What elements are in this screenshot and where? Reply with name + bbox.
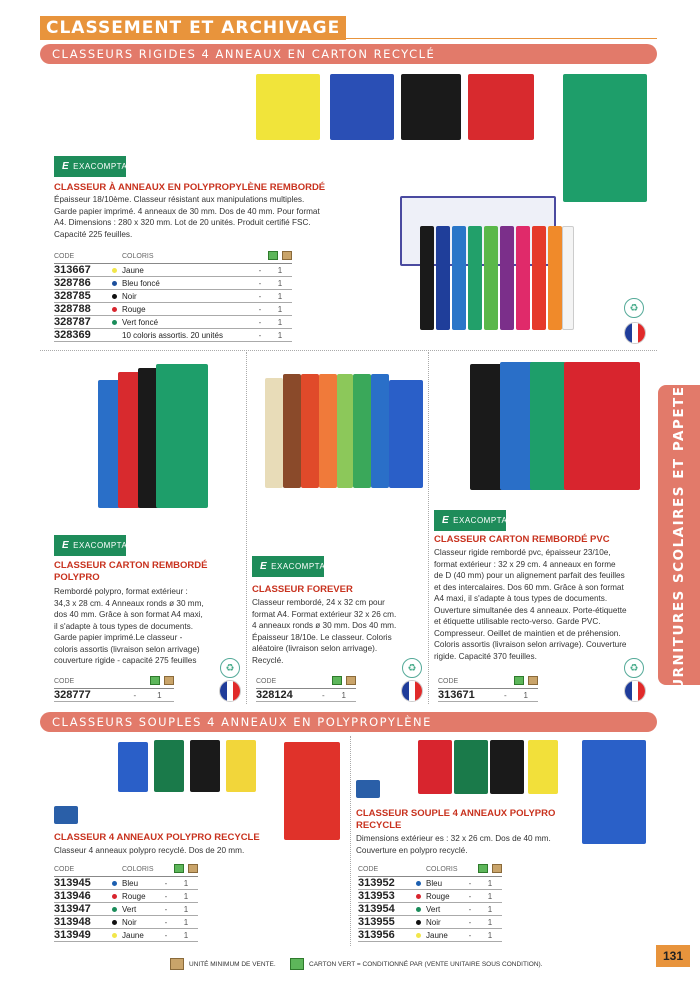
product4-title: CLASSEUR CARTON REMBORDÉ PVC bbox=[434, 534, 610, 545]
legend-unit: UNITÉ MINIMUM DE VENTE. bbox=[170, 958, 276, 970]
divider bbox=[246, 352, 247, 704]
france-flag-icon bbox=[219, 680, 241, 702]
table-row: 328777 - 1 bbox=[54, 689, 174, 702]
recycle-icon: ♻ bbox=[624, 298, 644, 318]
exacompta-logo: E EXACOMPTA bbox=[54, 156, 126, 177]
binder-spine bbox=[468, 226, 482, 330]
product5-code-table: CODE COLORIS 313945 Bleu - 1 313946 Rouge - 1 313947 Vert - 1 313948 Noir - 1 313949 Jaune - 1 bbox=[54, 864, 198, 942]
side-tab-label: FOURNITURES SCOLAIRES ET PAPETERIE bbox=[671, 356, 687, 714]
product4-code-table: CODE 313671 - 1 bbox=[438, 676, 538, 702]
binder-black-image bbox=[470, 364, 504, 490]
binder-green-image bbox=[530, 362, 566, 490]
product4-description: Classeur rigide rembordé pvc, épaisseur 23/10e, format extérieur : 32 x 29 cm. 4 anneaux en forme de D (40 mm) pour un alignement parfait des feuilles et des intercalaires. Dos 60 mm. Grâce à son format A4 maxi, il s'adapte à tous types de documents. Ouverture simultanée des 4 anneaux. Porte-étiquette et étiquette utilisable recto-verso. Garde PVC. Compresseur. Oeillet de maintien et de préhension. Coloris assortis (livraison selon arrivage). Couverture rigide. Capacité 370 feuilles. bbox=[434, 548, 627, 661]
exacompta-logo: E EXACOMPTA bbox=[54, 535, 126, 556]
table-row: 313947 Vert - 1 bbox=[54, 903, 198, 916]
binder-red-image bbox=[564, 362, 640, 490]
product1-description: Épaisseur 18/10ème. Classeur résistant aux manipulations multiples. Garde papier imprimé. 4 anneaux de 30 mm. Dos de 40 mm. Pour format A4. Dimensions : 280 x 320 mm. Lot de 20 unités. Produit certifié FSC. Capacité 225 feuilles. bbox=[54, 195, 320, 239]
binder-blue-image bbox=[330, 74, 394, 140]
product1-title: CLASSEUR À ANNEAUX EN POLYPROPYLÈNE REMBORDÉ bbox=[54, 182, 326, 193]
divider bbox=[350, 736, 351, 946]
binder-green-image bbox=[454, 740, 488, 794]
product6-title: CLASSEUR SOUPLE 4 ANNEAUX POLYPRO RECYCLE bbox=[356, 808, 556, 831]
binder-yellow-image bbox=[528, 740, 558, 794]
title-divider bbox=[40, 38, 657, 39]
binder-spine bbox=[500, 226, 514, 330]
table-row: 313671 - 1 bbox=[438, 689, 538, 702]
binder-spine bbox=[265, 378, 283, 488]
binder-spine bbox=[516, 226, 530, 330]
binder-spine bbox=[420, 226, 434, 330]
binder-yellow-image bbox=[226, 740, 256, 792]
table-row: 313948 Noir - 1 bbox=[54, 916, 198, 929]
recycle-icon: ♻ bbox=[220, 658, 240, 678]
brand-logo bbox=[356, 780, 380, 798]
binder-green-image bbox=[154, 740, 184, 792]
binder-spine bbox=[484, 226, 498, 330]
binder-red-image bbox=[284, 742, 340, 840]
binder-spine bbox=[452, 226, 466, 330]
table-row: 328787 Vert foncé - 1 bbox=[54, 316, 292, 329]
table-row: 328369 10 coloris assortis. 20 unités - 1 bbox=[54, 329, 292, 342]
product5-title: CLASSEUR 4 ANNEAUX POLYPRO RECYCLE bbox=[54, 832, 260, 843]
binder-spine bbox=[301, 374, 319, 488]
table-row: 328786 Bleu foncé - 1 bbox=[54, 277, 292, 290]
table-row: 328124 - 1 bbox=[256, 689, 356, 702]
side-category-tab[interactable] bbox=[658, 356, 700, 714]
divider bbox=[428, 352, 429, 704]
binder-spine bbox=[436, 226, 450, 330]
table-row: 313953 Rouge - 1 bbox=[358, 890, 502, 903]
binder-yellow-image bbox=[256, 74, 320, 140]
product6-description: Dimensions extérieur es : 32 x 26 cm. Dos de 40 mm. Couverture en polypro recyclé. bbox=[356, 834, 551, 855]
box-icon bbox=[282, 251, 292, 260]
binder-spine bbox=[319, 374, 337, 488]
binder-black-image bbox=[190, 740, 220, 792]
table-row: 313952 Bleu - 1 bbox=[358, 877, 502, 890]
product2-code-table: CODE 328777 - 1 bbox=[54, 676, 174, 702]
binder-blue-image bbox=[118, 742, 148, 792]
binder-red-image bbox=[118, 372, 140, 508]
binder-spine bbox=[283, 374, 301, 488]
table-row: 313949 Jaune - 1 bbox=[54, 929, 198, 942]
section-soft-header: CLASSEURS SOUPLES 4 ANNEAUX EN POLYPROPYLÈNE bbox=[40, 712, 657, 732]
binder-spine bbox=[371, 374, 389, 488]
binder-green-image bbox=[156, 364, 208, 508]
binder-blue-image bbox=[98, 380, 120, 508]
page-title: CLASSEMENT ET ARCHIVAGE bbox=[40, 16, 346, 40]
binder-spine bbox=[548, 226, 562, 330]
product3-title: CLASSEUR FOREVER bbox=[252, 584, 353, 595]
page-number: 131 bbox=[656, 945, 690, 967]
binder-blue-image bbox=[500, 362, 534, 490]
table-row: 313956 Jaune - 1 bbox=[358, 929, 502, 942]
product3-code-table: CODE 328124 - 1 bbox=[256, 676, 356, 702]
divider bbox=[40, 350, 657, 351]
table-row: 313945 Bleu - 1 bbox=[54, 877, 198, 890]
binder-red-image bbox=[418, 740, 452, 794]
binder-spine bbox=[562, 226, 574, 330]
product1-code-table: CODE COLORIS 313667 Jaune - 1 328786 Bleu foncé - 1 328785 Noir - 1 328788 Rouge - 1 328787 Vert foncé - 1 328369 10 coloris assortis. 20 unités - 1 bbox=[54, 251, 292, 342]
binder-red-image bbox=[468, 74, 534, 140]
binder-blue-image bbox=[582, 740, 646, 844]
product5-description: Classeur 4 anneaux polypro recyclé. Dos de 20 mm. bbox=[54, 846, 245, 855]
binder-spine bbox=[337, 374, 353, 488]
recycle-icon: ♻ bbox=[402, 658, 422, 678]
table-row: 313946 Rouge - 1 bbox=[54, 890, 198, 903]
france-flag-icon bbox=[401, 680, 423, 702]
green-carton-icon bbox=[268, 251, 278, 260]
table-row: 313667 Jaune - 1 bbox=[54, 264, 292, 277]
binder-black-image bbox=[401, 74, 461, 140]
brand-logo bbox=[54, 806, 78, 824]
table-row: 328785 Noir - 1 bbox=[54, 290, 292, 303]
exacompta-logo: E EXACOMPTA bbox=[434, 510, 506, 531]
table-row: 313954 Vert - 1 bbox=[358, 903, 502, 916]
product3-description: Classeur rembordé, 24 x 32 cm pour format A4. Format extérieur 32 x 26 cm. 4 anneaux ronds ø 30 mm. Dos 40 mm. Épaisseur 18/10e. Le classeur. Coloris aléatoire (livraison selon arrivage). Recyclé. bbox=[252, 598, 397, 665]
binder-spine bbox=[532, 226, 546, 330]
product2-description: Rembordé polypro, format extérieur : 34,3 x 28 cm. 4 Anneaux ronds ø 30 mm, dos 40 mm. Grâce à son format A4 maxi, il s'adapte à tous types de documents. Garde papier imprimé.Le classeur - coloris assortis (livraison selon arrivage) couverture rigide - capacité 275 feuilles bbox=[54, 587, 204, 665]
table-row: 313955 Noir - 1 bbox=[358, 916, 502, 929]
binder-black-image bbox=[490, 740, 524, 794]
binder-spine bbox=[353, 374, 371, 488]
green-carton-icon bbox=[290, 958, 304, 970]
table-row: 328788 Rouge - 1 bbox=[54, 303, 292, 316]
exacompta-logo: E EXACOMPTA bbox=[252, 556, 324, 577]
product6-code-table: CODE COLORIS 313952 Bleu - 1 313953 Rouge - 1 313954 Vert - 1 313955 Noir - 1 313956 Jaune - 1 bbox=[358, 864, 502, 942]
product2-title: CLASSEUR CARTON REMBORDÉ POLYPRO bbox=[54, 560, 208, 583]
france-flag-icon bbox=[624, 680, 646, 702]
section-rigid-header: CLASSEURS RIGIDES 4 ANNEAUX EN CARTON RECYCLÉ bbox=[40, 44, 657, 64]
recycle-icon: ♻ bbox=[624, 658, 644, 678]
binder-spine bbox=[389, 380, 423, 488]
legend-green: CARTON VERT = CONDITIONNÉ PAR (VENTE UNITAIRE SOUS CONDITION). bbox=[290, 958, 543, 970]
binder-green-image bbox=[563, 74, 647, 202]
france-flag-icon bbox=[624, 322, 646, 344]
box-icon bbox=[170, 958, 184, 970]
